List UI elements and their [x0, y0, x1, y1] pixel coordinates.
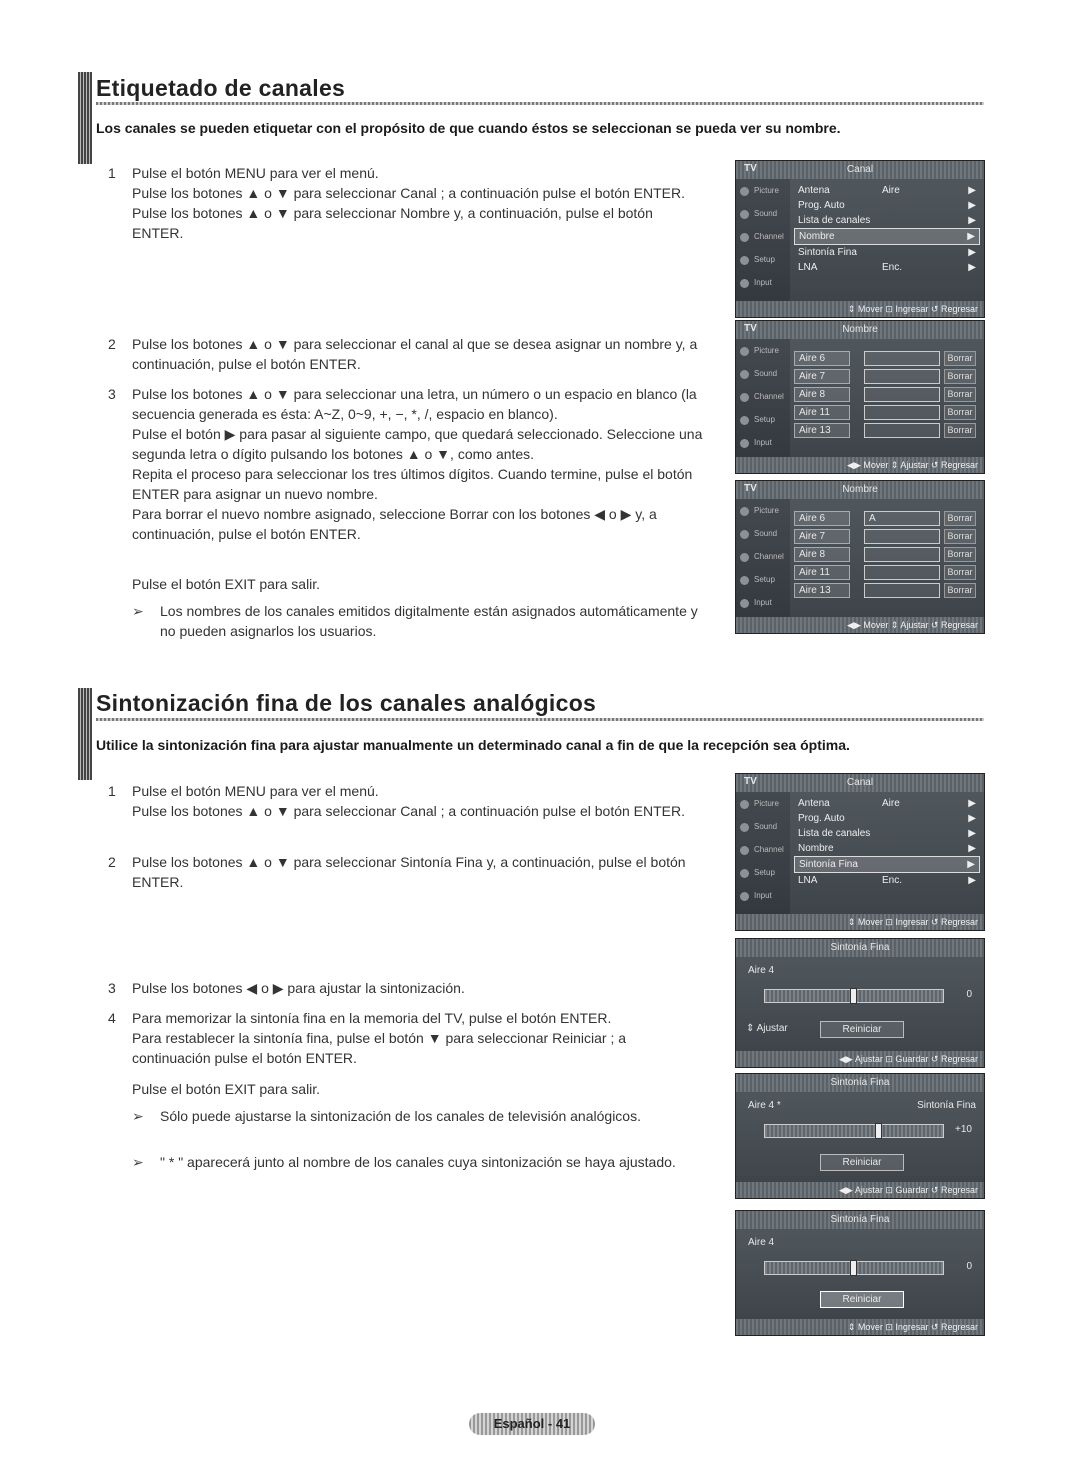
- tune-channel: Aire 4: [748, 965, 775, 976]
- section-rule: [96, 102, 984, 105]
- step-2: [108, 334, 708, 374]
- osd-row-label: LNA: [798, 875, 818, 886]
- section-intro: Utilice la sintonización fina para ajustar manualmente un determinado canal a fin de que la recepción sea óptima.: [96, 737, 850, 753]
- arrow-right-icon: ▶: [968, 828, 976, 839]
- channel-label: Aire 8: [794, 547, 850, 562]
- tv-screen-sintonia-fina-adjusted: [735, 1073, 985, 1199]
- step-2: [108, 852, 708, 892]
- step-text: Pulse el botón MENU para ver el menú. Pulse los botones ▲ o ▼ para seleccionar Canal ; a continuación pulse el botón ENTER.: [132, 783, 686, 819]
- osd-row-selected: [794, 228, 980, 245]
- tune-slider: [764, 1261, 944, 1275]
- borrar-button: Borrar: [944, 529, 976, 544]
- osd-row: [794, 260, 980, 275]
- osd-row-label: Sintonía Fina: [799, 859, 858, 870]
- name-field: [864, 583, 940, 598]
- name-field: [864, 369, 940, 384]
- osd-title: Sintonía Fina: [830, 1214, 890, 1225]
- section-marker: [78, 688, 92, 780]
- osd-sidebar: [736, 792, 790, 914]
- osd-side-item: Sound: [736, 522, 790, 545]
- note: [132, 1152, 712, 1172]
- osd-row: [794, 796, 980, 811]
- osd-row: [794, 183, 980, 198]
- name-field: [864, 565, 940, 580]
- osd-side-item: Picture: [736, 179, 790, 202]
- tv-screen-sintonia-fina: [735, 938, 985, 1068]
- osd-side-item: Input: [736, 884, 790, 907]
- osd-side-item: Setup: [736, 248, 790, 271]
- step-1: [108, 781, 708, 821]
- note-text: Los nombres de los canales emitidos digitalmente están asignados automáticamente y no pueden asignarlos los usuarios.: [160, 603, 698, 639]
- osd-row: [794, 213, 980, 228]
- osd-tv-label: TV: [744, 776, 757, 787]
- osd-row: [794, 841, 980, 856]
- osd-menu-list: [794, 796, 980, 888]
- arrow-right-icon: ▶: [968, 247, 976, 258]
- arrow-right-icon: ▶: [968, 200, 976, 211]
- osd-row-value: Aire: [882, 185, 900, 196]
- osd-side-item: Channel: [736, 545, 790, 568]
- tune-slider-knob: [850, 1260, 857, 1276]
- osd-title: Canal: [846, 777, 874, 788]
- step-number: 2: [108, 854, 116, 870]
- osd-row: [794, 245, 980, 260]
- step-number: 1: [108, 783, 116, 799]
- osd-side-item: Sound: [736, 815, 790, 838]
- note: [132, 1106, 712, 1126]
- arrow-right-icon: ▶: [967, 859, 975, 870]
- section-intro: Los canales se pueden etiquetar con el propósito de que cuando éstos se seleccionan se pueda ver su nombre.: [96, 120, 841, 136]
- name-row: [794, 405, 978, 420]
- name-field: [864, 387, 940, 402]
- osd-tv-label: TV: [744, 163, 757, 174]
- osd-sidebar: [736, 179, 790, 301]
- osd-footer: ◀▶ Mover ⇕ Ajustar ↺ Regresar: [736, 617, 984, 633]
- step-1: [108, 163, 708, 243]
- tv-screen-canal-nombre: [735, 160, 985, 318]
- name-field: [864, 351, 940, 366]
- osd-row-label: Antena: [798, 798, 830, 809]
- note-arrow-icon: ➢: [132, 1108, 144, 1124]
- channel-label: Aire 7: [794, 529, 850, 544]
- arrow-right-icon: ▶: [968, 185, 976, 196]
- osd-row-label: Prog. Auto: [798, 813, 845, 824]
- step-number: 1: [108, 165, 116, 181]
- osd-menu-list: [794, 183, 980, 275]
- osd-side-item: Picture: [736, 792, 790, 815]
- arrow-right-icon: ▶: [968, 843, 976, 854]
- exit-text: Pulse el botón EXIT para salir.: [132, 576, 321, 592]
- osd-row-label: Antena: [798, 185, 830, 196]
- step-4: [108, 1008, 708, 1068]
- section-marker: [78, 72, 92, 164]
- osd-footer: ◀▶ Ajustar ⊡ Guardar ↺ Regresar: [736, 1051, 984, 1067]
- name-field: [864, 547, 940, 562]
- channel-label: Aire 13: [794, 423, 850, 438]
- channel-label: Aire 6: [794, 351, 850, 366]
- osd-row-label: Sintonía Fina: [798, 247, 857, 258]
- step-text: Pulse los botones ▲ o ▼ para seleccionar una letra, un número o un espacio en blanco (la secuencia generada es ésta: A~Z, 0~9, +, −, *, /, espacio en blanco). Pulse el botón ▶ para pasar al siguiente campo, que quedará seleccionado. Seleccione una segunda letra o dígito pulsando los botones ▲ o ▼, como antes. Repita el proceso para seleccionar los tres últimos dígitos. Cuando termine, pulse el botón ENTER para asignar un nuevo nombre. Para borrar el nuevo nombre asignado, seleccione Borrar con los botones ◀ o ▶ y, a continuación, pulse el botón ENTER.: [132, 386, 703, 542]
- osd-row-label: Lista de canales: [798, 828, 871, 839]
- osd-row-value: Enc.: [882, 262, 903, 273]
- osd-row-value: Aire: [882, 798, 900, 809]
- name-row: [794, 565, 978, 580]
- borrar-button: Borrar: [944, 547, 976, 562]
- name-row: [794, 387, 978, 402]
- osd-side-item: Setup: [736, 861, 790, 884]
- name-field-active: A: [864, 511, 940, 526]
- osd-row: [794, 811, 980, 826]
- step-number: 3: [108, 980, 116, 996]
- osd-row: [794, 198, 980, 213]
- channel-label: Aire 11: [794, 565, 850, 580]
- tune-slider: [764, 989, 944, 1003]
- name-field: [864, 405, 940, 420]
- arrow-right-icon: ▶: [968, 215, 976, 226]
- channel-label: Aire 11: [794, 405, 850, 420]
- name-row: [794, 547, 978, 562]
- step-text: Pulse el botón MENU para ver el menú. Pulse los botones ▲ o ▼ para seleccionar Canal ; a continuación pulse el botón ENTER. Pulse los botones ▲ o ▼ para seleccionar Nombre y, a continuación, pulse el botón ENTER.: [132, 165, 686, 241]
- osd-side-item: Input: [736, 271, 790, 294]
- osd-title: Nombre: [842, 484, 878, 495]
- note-text: " * " aparecerá junto al nombre de los canales cuya sintonización se haya ajustado.: [160, 1154, 676, 1170]
- tune-value: 0: [966, 989, 972, 1000]
- osd-sidebar: [736, 339, 790, 457]
- osd-footer: ⇕ Mover ⊡ Ingresar ↺ Regresar: [736, 1319, 984, 1335]
- tv-screen-sintonia-fina-reset: [735, 1210, 985, 1336]
- reiniciar-button: Reiniciar: [820, 1021, 904, 1038]
- note-arrow-icon: ➢: [132, 1154, 144, 1170]
- channel-label: Aire 7: [794, 369, 850, 384]
- page-number: Español - 41: [469, 1413, 595, 1435]
- borrar-button: Borrar: [944, 369, 976, 384]
- tv-screen-canal-sintonia: [735, 773, 985, 931]
- exit-instruction: [132, 1079, 712, 1099]
- reiniciar-button: Reiniciar: [820, 1154, 904, 1171]
- osd-side-item: Setup: [736, 568, 790, 591]
- osd-footer: ◀▶ Mover ⇕ Ajustar ↺ Regresar: [736, 457, 984, 473]
- channel-label: Aire 13: [794, 583, 850, 598]
- osd-side-item: Channel: [736, 225, 790, 248]
- borrar-button: Borrar: [944, 565, 976, 580]
- osd-title: Sintonía Fina: [830, 1077, 890, 1088]
- osd-row-label: Nombre: [798, 843, 834, 854]
- osd-row: [794, 826, 980, 841]
- note: [132, 601, 712, 641]
- arrow-right-icon: ▶: [968, 813, 976, 824]
- exit-instruction: [132, 574, 712, 594]
- osd-row-label: LNA: [798, 262, 818, 273]
- osd-side-item: Channel: [736, 385, 790, 408]
- channel-label: Aire 8: [794, 387, 850, 402]
- name-field: [864, 529, 940, 544]
- osd-row: [794, 873, 980, 888]
- osd-tv-label: TV: [744, 323, 757, 334]
- borrar-button: Borrar: [944, 405, 976, 420]
- osd-row-selected: [794, 856, 980, 873]
- borrar-button: Borrar: [944, 387, 976, 402]
- osd-side-item: Sound: [736, 362, 790, 385]
- arrow-right-icon: ▶: [967, 231, 975, 242]
- name-row: [794, 369, 978, 384]
- step-number: 2: [108, 336, 116, 352]
- tune-slider-knob: [875, 1123, 882, 1139]
- osd-title: Sintonía Fina: [830, 942, 890, 953]
- step-text: Pulse los botones ▲ o ▼ para seleccionar Sintonía Fina y, a continuación, pulse el botón ENTER.: [132, 854, 686, 890]
- step-text: Pulse los botones ◀ o ▶ para ajustar la sintonización.: [132, 980, 465, 996]
- section-title-etiquetado: Etiquetado de canales: [96, 75, 346, 101]
- osd-row-label: Prog. Auto: [798, 200, 845, 211]
- name-row: [794, 529, 978, 544]
- step-text: Para memorizar la sintonía fina en la memoria del TV, pulse el botón ENTER. Para restablecer la sintonía fina, pulse el botón ▼ para seleccionar Reiniciar ; a continuación pulse el botón ENTER.: [132, 1010, 627, 1066]
- osd-footer: ⇕ Mover ⊡ Ingresar ↺ Regresar: [736, 914, 984, 930]
- osd-side-item: Input: [736, 591, 790, 614]
- step-number: 4: [108, 1010, 116, 1026]
- osd-side-item: Setup: [736, 408, 790, 431]
- osd-tv-label: TV: [744, 483, 757, 494]
- osd-side-item: Channel: [736, 838, 790, 861]
- arrow-right-icon: ▶: [968, 798, 976, 809]
- borrar-button: Borrar: [944, 423, 976, 438]
- tune-value: 0: [966, 1261, 972, 1272]
- osd-row-label: Lista de canales: [798, 215, 871, 226]
- name-row: [794, 511, 978, 526]
- tv-screen-nombre-edit: [735, 480, 985, 634]
- osd-side-item: Input: [736, 431, 790, 454]
- note-arrow-icon: ➢: [132, 603, 144, 619]
- step-number: 3: [108, 386, 116, 402]
- name-row: [794, 351, 978, 366]
- osd-footer: ◀▶ Ajustar ⊡ Guardar ↺ Regresar: [736, 1182, 984, 1198]
- step-3: [108, 384, 708, 544]
- channel-label: Aire 6: [794, 511, 850, 526]
- step-text: Pulse los botones ▲ o ▼ para seleccionar el canal al que se desea asignar un nombre y, a continuación, pulse el botón ENTER.: [132, 336, 698, 372]
- tv-screen-nombre-list: [735, 320, 985, 474]
- sintonia-tag: Sintonía Fina: [917, 1100, 976, 1111]
- section-title-sintonizacion: Sintonización fina de los canales analógicos: [96, 690, 597, 716]
- osd-row-value: Enc.: [882, 875, 903, 886]
- osd-side-item: Picture: [736, 339, 790, 362]
- ajustar-label: ⇕ Ajustar: [746, 1023, 788, 1034]
- tune-channel: Aire 4 *: [748, 1100, 781, 1111]
- borrar-button: Borrar: [944, 351, 976, 366]
- tune-slider: [764, 1124, 944, 1138]
- arrow-right-icon: ▶: [968, 875, 976, 886]
- osd-side-item: Sound: [736, 202, 790, 225]
- section-rule: [96, 718, 984, 721]
- note-text: Sólo puede ajustarse la sintonización de los canales de televisión analógicos.: [160, 1108, 641, 1124]
- borrar-button: Borrar: [944, 583, 976, 598]
- tune-value: +10: [955, 1124, 972, 1135]
- tune-channel: Aire 4: [748, 1237, 775, 1248]
- osd-title: Nombre: [842, 324, 878, 335]
- borrar-button: Borrar: [944, 511, 976, 526]
- osd-sidebar: [736, 499, 790, 617]
- step-3: [108, 978, 708, 998]
- tune-slider-knob: [850, 988, 857, 1004]
- osd-title: Canal: [846, 164, 874, 175]
- name-row: [794, 583, 978, 598]
- osd-side-item: Picture: [736, 499, 790, 522]
- reiniciar-button-selected: Reiniciar: [820, 1291, 904, 1308]
- name-row: [794, 423, 978, 438]
- osd-footer: ⇕ Mover ⊡ Ingresar ↺ Regresar: [736, 301, 984, 317]
- arrow-right-icon: ▶: [968, 262, 976, 273]
- exit-text: Pulse el botón EXIT para salir.: [132, 1081, 321, 1097]
- osd-row-label: Nombre: [799, 231, 835, 242]
- name-field: [864, 423, 940, 438]
